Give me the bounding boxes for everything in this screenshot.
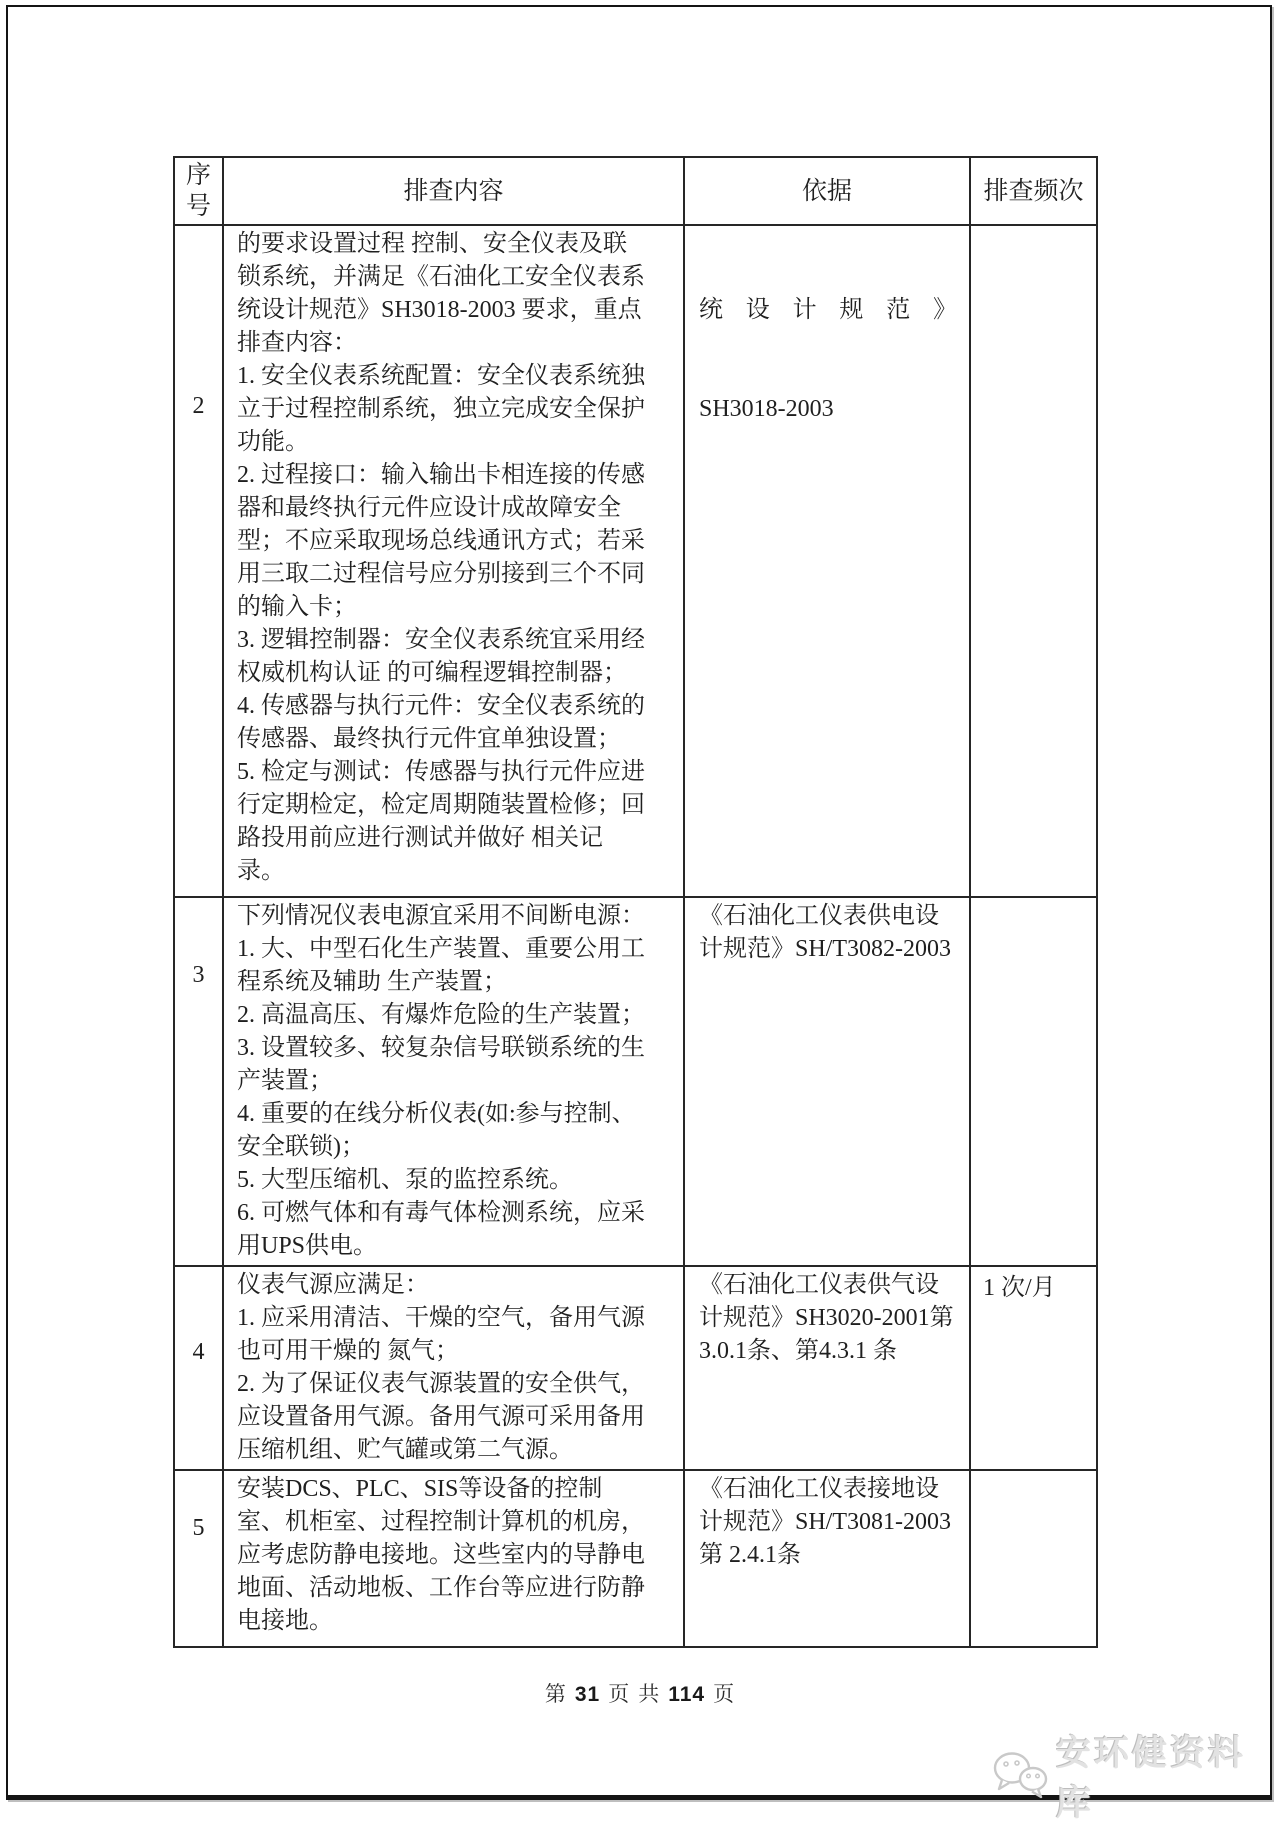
table-row [174,225,1097,897]
content-cell [223,225,684,897]
header-cell-serial: 序号 [174,157,223,225]
content-paragraph: 4. 重要的在线分析仪表(如:参与控制、安全联锁)； [237,1101,636,1160]
frequency-cell [970,225,1097,897]
basis-cell [684,225,970,897]
page-footer [0,1678,1280,1708]
content-paragraph: 5. 大型压缩机、泵的监控系统。 [237,1167,573,1193]
watermark [988,1726,1280,1826]
frequency-cell [970,1470,1097,1647]
basis-cell: 《石油化工仪表供气设计规范》SH3020-2001第3.0.1条、第4.3.1 条 [684,1266,970,1470]
basis-line: 统设计规范》 [699,297,957,323]
content-paragraph: 安装DCS、PLC、SIS等设备的控制室、机柜室、过程控制计算机的机房，应考虑防静电接地。这些室内的导静电地面、活动地板、工作台等应进行防静电接地。 [237,1476,645,1634]
header-cell-content: 排查内容 [223,157,684,225]
table-row [174,1470,1097,1647]
content-paragraph: 1. 安全仪表系统配置：安全仪表系统独立于过程控制系统，独立完成安全保护功能。 [237,363,645,455]
table-row [174,897,1097,1266]
footer-page-number: 31 [574,1683,601,1706]
footer-label: 页 [713,1682,736,1706]
footer-total-pages: 114 [668,1683,706,1706]
content-paragraph: 3. 逻辑控制器：安全仪表系统宜采用经权威机构认证 的可编程逻辑控制器； [237,627,645,686]
header-cell-frequency: 排查频次 [970,157,1097,225]
content-cell [223,1266,684,1470]
content-paragraph: 1. 大、中型石化生产装置、重要公用工程系统及辅助 生产装置； [237,936,645,995]
basis-cell: 《石油化工仪表供电设计规范》SH/T3082-2003 [684,897,970,1266]
content-paragraph: 2. 高温高压、有爆炸危险的生产装置； [237,1002,645,1028]
frequency-cell: 1 次/月 [970,1266,1097,1470]
content-paragraph: 6. 可燃气体和有毒气体检测系统，应采用UPS供电。 [237,1200,645,1259]
basis-line: SH3018-2003 [699,396,834,422]
frequency-cell [970,897,1097,1266]
row-number-cell: 5 [174,1470,223,1647]
content-paragraph: 2. 过程接口：输入输出卡相连接的传感器和最终执行元件应设计成故障安全型；不应采取现场总线通讯方式；若采用三取二过程信号应分别接到三个不同的输入卡； [237,462,645,620]
content-paragraph: 4. 传感器与执行元件：安全仪表系统的传感器、最终执行元件宜单独设置； [237,693,645,752]
content-paragraph: 仪表气源应满足： [237,1272,429,1298]
footer-label: 页 [608,1682,631,1706]
row-number-cell: 4 [174,1266,223,1470]
content-paragraph: 下列情况仪表电源宜采用不间断电源： [237,903,645,929]
table-row [174,1266,1097,1470]
content-paragraph: 1. 应采用清洁、干燥的空气，备用气源也可用干燥的 氮气； [237,1305,645,1364]
header-cell-basis: 依据 [684,157,970,225]
footer-label: 第 [544,1682,567,1706]
inspection-table [173,156,1098,1648]
row-number-cell: 2 [174,225,223,897]
content-cell [223,1470,684,1647]
wechat-icon [988,1748,1050,1805]
content-cell [223,897,684,1266]
content-paragraph: 5. 检定与测试：传感器与执行元件应进行定期检定，检定周期随装置检修；回路投用前应进行测试并做好 相关记录。 [237,759,645,884]
footer-label: 共 [638,1682,661,1706]
basis-cell: 《石油化工仪表接地设计规范》SH/T3081-2003 第 2.4.1条 [684,1470,970,1647]
table-header-row [174,157,1097,225]
content-paragraph: 的要求设置过程 控制、安全仪表及联锁系统，并满足《石油化工安全仪表系统设计规范》SH3018-2003 要求，重点排查内容： [237,231,645,356]
content-paragraph: 2. 为了保证仪表气源装置的安全供气，应设置备用气源。备用气源可采用备用压缩机组、贮气罐或第二气源。 [237,1371,645,1463]
content-paragraph: 3. 设置较多、较复杂信号联锁系统的生产装置； [237,1035,645,1094]
row-number-cell: 3 [174,897,223,1266]
watermark-text: 安环健资料库 [1056,1734,1247,1823]
